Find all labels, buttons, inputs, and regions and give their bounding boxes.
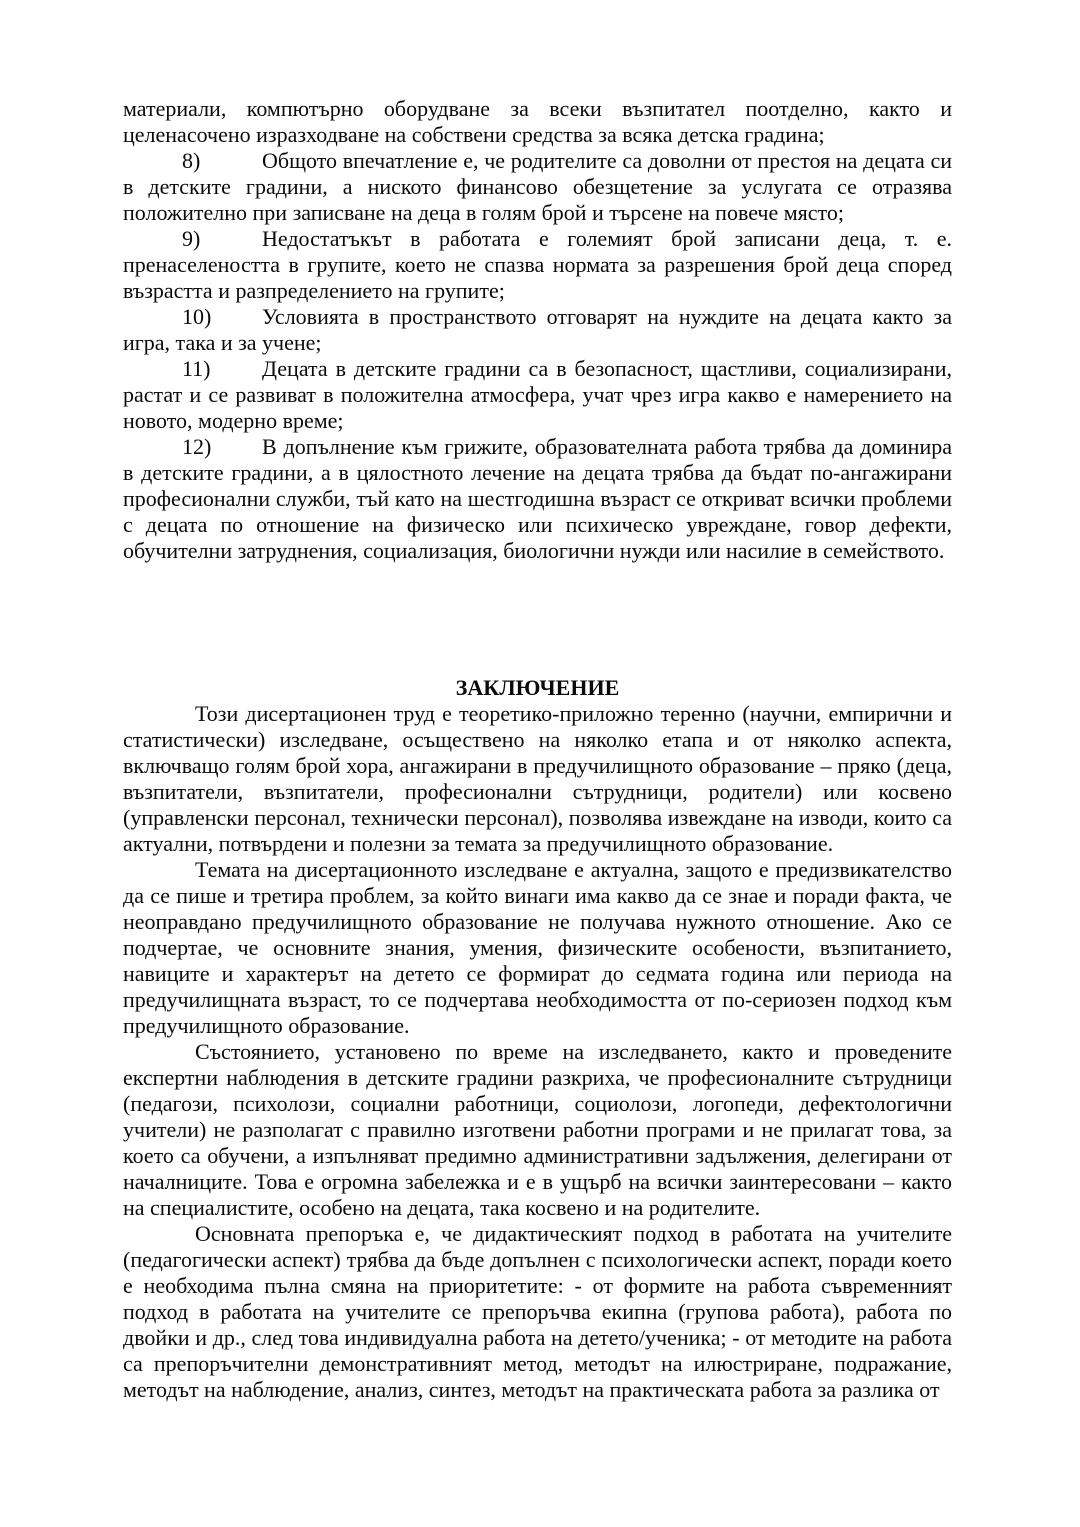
item-number: 12)	[182, 434, 212, 459]
item-number: 9)	[182, 226, 201, 251]
continuation-paragraph: материали, компютърно оборудване за всеки възпитател поотделно, както и целенасочено изразходване на собствени средства за всяка детска градина;	[123, 96, 952, 147]
conclusion-paragraph-2: Темата на дисертационното изследване е актуална, защото е предизвикателство да се пише и третира проблем, за който винаги има какво да се знае и поради факта, че неоправдано предучилищното образование не получава нужното отношение. Ако се подчертае, че основните знания, умения, физическите особености, възпитанието, навиците и характерът на детето се формират до седмата година или периода на предучилищната възраст, то се подчертава необходимостта от по-сериозен подход към предучилищното образование.	[123, 857, 952, 1038]
conclusion-heading: ЗАКЛЮЧЕНИЕ	[455, 675, 620, 700]
conclusion-paragraph-3: Състоянието, установено по време на изследването, както и проведените експертни наблюдения в детските градини разкриха, че професионалните сътрудници (педагози, психолози, социални работници, социолози, логопеди, дефектологични учители) не разполагат с правилно изготвени работни програми и не прилагат това, за което са обучени, а изпълняват предимно административни задължения, делегирани от началниците. Това е огромна забележка и е в ущърб на всички заинтересовани – както на специалистите, особено на децата, така косвено и на родителите.	[123, 1039, 952, 1220]
numbered-item-11	[123, 356, 952, 434]
item-text: Недостатъкът в работата е големият брой записани деца, т. е. пренаселеността в групите, което не спазва нормата за разрешения брой деца според възрастта и разпределението на групите;	[123, 226, 952, 303]
item-text: Общото впечатление е, че родителите са доволни от престоя на децата си в детските градини, а ниското финансово обезщетение за услугата се отразява положително при записване на деца в голям брой и търсене на повече място;	[123, 148, 952, 225]
item-text: Децата в детските градини са в безопасност, щастливи, социализирани, растат и се развиват в положителна атмосфера, учат чрез игра какво е намерението на новото, модерно време;	[123, 356, 952, 433]
item-text: Условията в пространството отговарят на нуждите на децата както за игра, така и за учене;	[123, 304, 952, 355]
item-number: 8)	[182, 148, 201, 173]
numbered-item-12	[123, 434, 952, 564]
conclusion-paragraph-1: Този дисертационен труд е теоретико-приложно теренно (научни, емпирични и статистически) изследване, осъществено на няколко етапа и от няколко аспекта, включващо голям брой хора, ангажирани в предучилищното образование – пряко (деца, възпитатели, възпитатели, професионални сътрудници, родители) или косвено (управленски персонал, технически персонал), позволява извеждане на изводи, които са актуални, потвърдени и полезни за темата за предучилищното образование.	[123, 701, 952, 856]
conclusion-paragraph-4: Основната препоръка е, че дидактическият подход в работата на учителите (педагогически аспект) трябва да бъде допълнен с психологически аспект, поради което е необходима пълна смяна на приоритетите: - от формите на работа съвременният подход в работата на учителите се препоръчва екипна (групова работа), работа по двойки и др., след това индивидуална работа на детето/ученика; - от методите на работа са препоръчителни демонстративният метод, методът на илюстриране, подражание, методът на наблюдение, анализ, синтез, методът на практическата работа за разлика от	[123, 1221, 952, 1402]
numbered-item-10	[123, 304, 952, 356]
item-number: 11)	[182, 356, 211, 381]
page-content	[123, 96, 952, 1403]
item-text: В допълнение към грижите, образователната работа трябва да доминира в детските градини, а в цялостното лечение на децата трябва да бъдат по-ангажирани професионални служби, тъй като на шестгодишна възраст се откриват всички проблеми с децата по отношение на физическо или психическо увреждане, говор дефекти, обучителни затруднения, социализация, биологични нужди или насилие в семейството.	[123, 434, 952, 563]
numbered-item-9	[123, 226, 952, 304]
item-number: 10)	[182, 304, 212, 329]
numbered-item-8	[123, 148, 952, 226]
